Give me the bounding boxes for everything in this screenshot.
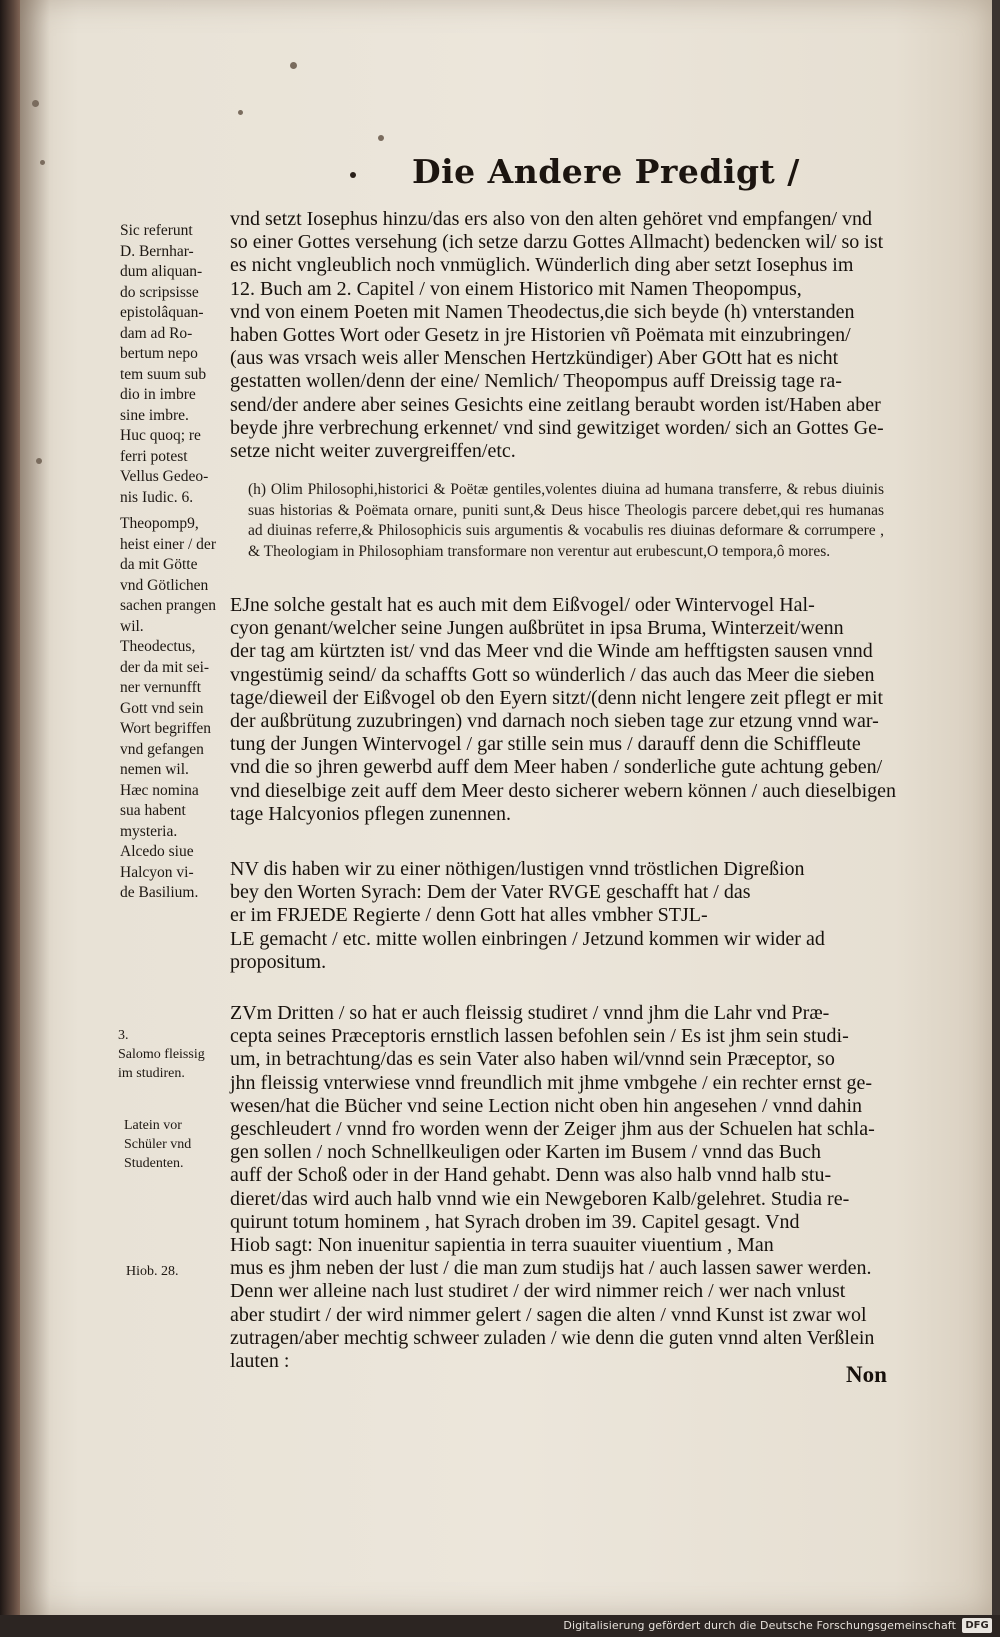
paper-speck	[40, 160, 45, 165]
paper-speck	[378, 135, 384, 141]
text-line: (aus was vrsach weis aller Menschen Hertzkündiger) Aber GOtt hat es nicht	[230, 347, 839, 370]
footnote	[248, 480, 884, 562]
dfg-logo: DFG	[962, 1618, 992, 1633]
paper-speck	[36, 458, 42, 464]
text-line: cepta seines Præceptoris ernstlich lassen befohlen sein / Es ist jhm sein studi-	[230, 1025, 849, 1048]
text-line: auff der Schoß oder in der Hand gehabt. Denn was also halb vnnd halb stu-	[230, 1164, 832, 1187]
paragraph	[230, 1002, 906, 1373]
text-line: vngestümig seind/ da schaffts Gott so wünderlich / das auch das Meer die sieben	[230, 663, 875, 686]
margin-note: Hiob. 28.	[126, 1264, 179, 1279]
text-line: beyde jhre verbrechung erkennet/ vnd sind gewitziget worden/ sich an Gottes Ge-	[230, 416, 884, 439]
text-line: vnd die so jhren gewerbd auff dem Meer haben / sonderliche gute achtung geben/	[230, 756, 883, 779]
text-line: EJne solche gestalt hat es auch mit dem Eißvogel/ oder Wintervogel Hal-	[230, 594, 815, 616]
footnote-text: Olim Philosophi,historici & Poëtæ gentiles,volentes diuina ad humana transferre, & rebus diuinis suas historias & Poëmata ornare, puniti sunt,& Deus hisce Theologis parcere debet,qui res humanas ad diuinas referre,& Philosophicis suis argumentis & vocabulis res diuinas deformare & corrumpere , & Theologiam in Philosophiam transformare non verentur aut erubescunt,O tempora,ô mores.	[248, 481, 884, 560]
text-line: mus es jhm neben der lust / die man zum studijs hat / auch lassen sawer werden.	[230, 1257, 872, 1280]
text-line: es nicht vngleublich noch vnmüglich. Wünderlich ding aber setzt Iosephus im	[230, 254, 854, 277]
text-line: dieret/das wird auch halb vnnd wie ein Newgeboren Kalb/gelehret. Studia re-	[230, 1187, 850, 1210]
footnote-marker: (h)	[248, 481, 267, 498]
paragraph	[230, 208, 906, 463]
text-line: tung der Jungen Wintervogel / gar stille sein mus / darauff denn die Schiffleute	[230, 733, 861, 756]
text-line: send/der andere aber seines Gesichts eine zeitlang beraubt worden ist/Haben aber	[230, 393, 881, 416]
catchword: Non	[846, 1362, 887, 1387]
margin-note: Theopomp9, heist einer / der da mit Götte vnd Götlichen sachen prangen wil. Theodectus, der da mit sei- ner vernunfft Gott vnd sein Wort begriffen vnd gefangen nemen wil. Hæc nomina sua habent mysteria. Alcedo siue Halcyon vi- de Basilium.	[120, 515, 216, 901]
text-line: gen sollen / noch Schnellkeuligen oder Karten im Busem / vnnd das Buch	[230, 1141, 821, 1164]
text-line: LE gemacht / etc. mitte wollen einbringen / Jetzund kommen wir wider ad	[230, 927, 825, 950]
text-line: der außbrütung zuzubringen) vnd darnach noch sieben tage zur etzung vnnd war-	[230, 710, 879, 733]
text-line: bey den Worten Syrach: Dem der Vater RVGE geschafft hat / das	[230, 881, 751, 904]
text-line: cyon genant/welcher seine Jungen außbrütet in ipsa Bruma, Winterzeit/wenn	[230, 617, 844, 640]
margin-note: Latein vor Schüler vnd Studenten.	[124, 1118, 192, 1171]
text-line: vnd von einem Poeten mit Namen Theodectus,die sich beyde (h) vnterstanden	[230, 300, 855, 323]
header-ornament	[350, 172, 356, 178]
text-line: lauten :	[230, 1350, 290, 1373]
text-line: vnd dieselbige zeit auff dem Meer desto sicherer webern können / auch dieselbigen	[230, 779, 897, 802]
margin-note: 3. Salomo fleissig im studiren.	[118, 1028, 205, 1081]
text-line: er im FRJEDE Regierte / denn Gott hat alles vmbher STJL-	[230, 904, 708, 927]
text-line: tage/dieweil der Eißvogel ob den Eyern sitzt/(denn nicht lengere zeit pflegt er mit	[230, 686, 884, 709]
text-line: der tag am kürtzten ist/ vnd das Meer vnd die Winde am hefftigsten sausen vnnd	[230, 640, 873, 663]
text-line: um, in betrachtung/das es sein Vater also haben wil/vnnd sein Præceptor, so	[230, 1048, 835, 1071]
text-line: haben Gottes Wort oder Gesetz in jre Historien vñ Poëmata mit einzubringen/	[230, 324, 851, 347]
text-line: geschleudert / vnnd fro worden wenn der Zeiger jhm aus der Schuelen hat schla-	[230, 1118, 875, 1141]
running-title: Die Andere Predigt /	[412, 152, 800, 191]
text-line: setze nicht weiter zuvergreiffen/etc.	[230, 440, 516, 463]
paragraph	[230, 594, 906, 826]
text-line: NV dis haben wir zu einer nöthigen/lustigen vnnd tröstlichen Digreßion	[230, 858, 805, 880]
text-line: wesen/hat die Bücher vnd seine Lection nicht oben hin angesehen / vnnd dahin	[230, 1094, 863, 1117]
text-line: so einer Gottes versehung (ich setze darzu Gottes Allmacht) bedencken wil/ so ist	[230, 231, 884, 254]
text-line: Hiob sagt: Non inuenitur sapientia in terra suauiter viuentium , Man	[230, 1234, 774, 1257]
text-line: tage Halcyonios pflegen zunennen.	[230, 802, 512, 825]
paper-speck	[238, 110, 243, 115]
text-line: ZVm Dritten / so hat er auch fleissig studiret / vnnd jhm die Lahr vnd Præ-	[230, 1002, 830, 1024]
text-line: jhn fleissig vnterwiese vnnd freundlich mit jhme vmbgehe / ein rechter ernst ge-	[230, 1071, 873, 1094]
digitization-credit: Digitalisierung gefördert durch die Deutsche Forschungsgemeinschaft	[563, 1619, 956, 1632]
book-spine-edge	[0, 0, 22, 1637]
text-line: quirunt totum hominem , hat Syrach droben im 39. Capitel gesagt. Vnd	[230, 1210, 800, 1233]
gutter-shadow	[20, 0, 50, 1615]
text-line: Denn wer alleine nach lust studiret / der wird nimmer reich / wer nach vnlust	[230, 1280, 846, 1303]
paper-speck	[32, 100, 39, 107]
paper-speck	[290, 62, 297, 69]
text-line: zutragen/aber mechtig schweer zuladen / wie denn die guten vnnd alten Verßlein	[230, 1326, 875, 1349]
text-line: vnd setzt Iosephus hinzu/das ers also von den alten gehöret vnd empfangen/ vnd	[230, 208, 873, 230]
text-line: 12. Buch am 2. Capitel / von einem Historico mit Namen Theopompus,	[230, 277, 802, 300]
margin-note: Sic referunt D. Bernhar- dum aliquan- do scripsisse epistolâquan- dam ad Ro- bertum nepo tem suum sub dio in imbre sine imbre. Huc quoq; re ferri potest Vellus Gedeo- nis Iudic. 6.	[120, 222, 209, 506]
text-line: propositum.	[230, 950, 327, 973]
paragraph	[230, 858, 906, 974]
text-line: aber studirt / der wird nimmer gelert / sagen die alten / vnnd Kunst ist zwar wol	[230, 1303, 867, 1326]
text-line: gestatten wollen/denn der eine/ Nemlich/ Theopompus auff Dreissig tage ra-	[230, 370, 842, 393]
